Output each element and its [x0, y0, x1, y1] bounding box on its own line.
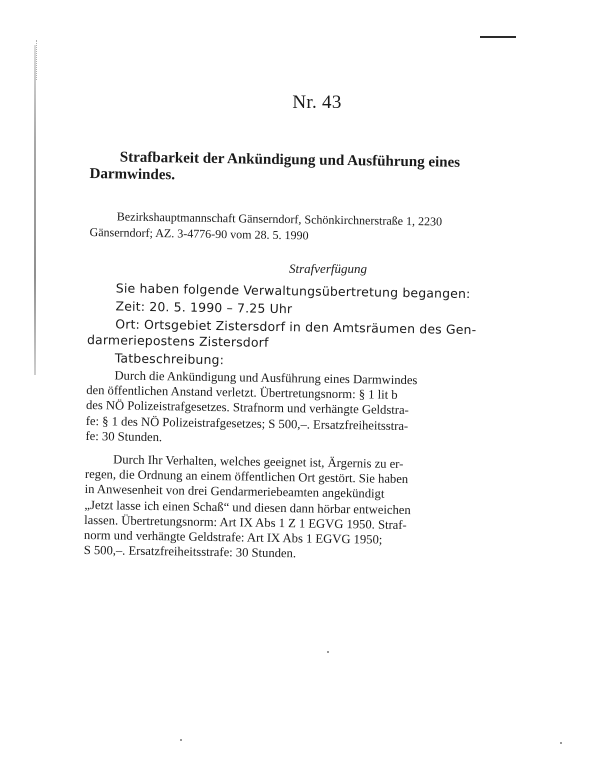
paragraph-line: norm und verhängte Geldstrafe: Art IX Abs 1 EGVG 1950;: [83, 528, 383, 547]
scan-speck: [327, 651, 329, 653]
paragraph-line: fe: § 1 des NÖ Polizeistrafgesetzes; S 500,–. Ersatzfreiheitsstra-: [85, 413, 409, 433]
paragraph-line: fe: 30 Stunden.: [85, 428, 163, 445]
issuing-authority: [89, 208, 489, 246]
paragraph-line: „Jetzt lasse ich einen Schaß“ und diesen dann hörbar entweichen: [84, 497, 411, 517]
scan-margin-dots: [36, 40, 38, 80]
scan-speck: [560, 742, 562, 744]
intro-line: Sie haben folgende Verwaltungsübertretung begangen:: [115, 280, 471, 302]
place-line: darmeriepostens Zistersdorf: [86, 331, 269, 350]
description-label: Tatbeschreibung:: [114, 350, 225, 367]
title-line: Darmwindes.: [89, 165, 176, 184]
paragraph-line: den öffentlichen Anstand verletzt. Übertretungsnorm: § 1 lit b: [86, 383, 398, 403]
scan-speck: [180, 739, 182, 741]
document-title: [89, 149, 489, 189]
document-number: Nr. 43: [292, 92, 342, 113]
paragraph-line: regen, die Ordnung an einem öffentlichen Ort gestört. Sie haben: [84, 467, 409, 487]
document-body: [84, 280, 478, 565]
authority-line: Bezirkshauptmannschaft Gänserndorf, Schönkirchnerstraße 1, 2230: [116, 209, 443, 229]
scan-corner-mark: [480, 36, 516, 38]
section-heading: Strafverfügung: [289, 261, 367, 276]
title-line: Strafbarkeit der Ankündigung und Ausführung eines: [119, 149, 461, 171]
paragraph-line: in Anwesenheit von drei Gendarmeriebeamten angekündigt: [84, 482, 385, 502]
place-line: Ort: Ortsgebiet Zistersdorf in den Amtsräumen des Gen-: [115, 316, 477, 338]
paragraph-line: Durch Ihr Verhalten, welches geeignet ist, Ärgernis zu er-: [113, 452, 404, 472]
authority-line: Gänserndorf; AZ. 3-4776-90 vom 28. 5. 1990: [89, 224, 309, 243]
paragraph-line: S 500,–. Ersatzfreiheitsstrafe: 30 Stunden.: [83, 543, 297, 561]
paragraph-line: Durch die Ankündigung und Ausführung eines Darmwindes: [114, 368, 418, 388]
time-line: Zeit: 20. 5. 1990 – 7.25 Uhr: [115, 298, 293, 317]
paragraph-line: des NÖ Polizeistrafgesetzes. Strafnorm und verhängte Geldstra-: [85, 398, 409, 418]
paragraph-line: lassen. Übertretungsnorm: Art IX Abs 1 Z 1 EGVG 1950. Straf-: [84, 512, 407, 532]
